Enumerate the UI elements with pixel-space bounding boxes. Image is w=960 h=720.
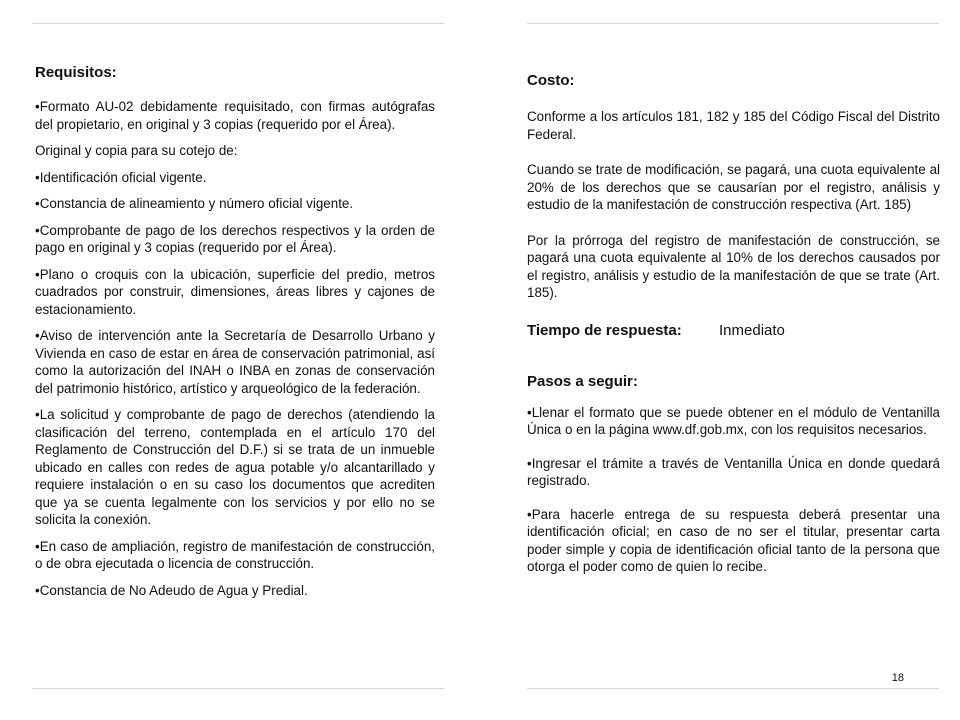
requisito-item: • En caso de ampliación, registro de manifestación de construcción, o de obra ejecutada o licencia de construcción. (35, 538, 435, 573)
requisito-item: • Constancia de No Adeudo de Agua y Predial. (35, 582, 435, 600)
costo-paragraph: Cuando se trate de modificación, se pagará, una cuota equivalente al 20% de los derechos que se causarían por el registro, análisis y estudio de la manifestación de construcción respectiva (Art. 185) (527, 162, 940, 212)
costo-column (527, 72, 940, 576)
paso-item: • Llenar el formato que se puede obtener en el módulo de Ventanilla Única o en la página www.df.gob.mx, con los requisitos necesarios. (527, 404, 940, 439)
requisito-item: • Aviso de intervención ante la Secretaría de Desarrollo Urbano y Vivienda en caso de estar en área de conservación patrimonial, así como la autorización del INAH o INBA en zonas de conservación del patrimonio histórico, artístico y arqueológico de la federación. (35, 327, 435, 397)
costo-heading: Costo: (527, 72, 575, 89)
pasos-heading: Pasos a seguir: (527, 372, 638, 390)
paso-item: • Para hacerle entrega de su respuesta deberá presentar una identificación oficial; en caso de no ser el titular, presentar carta poder simple y copia de identificación oficial tanto de la persona que otorga el poder como de quien lo recibe. (527, 506, 940, 576)
tiempo-de-respuesta (527, 322, 940, 340)
costo-paragraph: Por la prórroga del registro de manifestación de construcción, se pagará una cuota equivalente al 10% de los derechos causados por el registro, análisis y estudio de la manifestación de que se trate (Art. 185). (527, 232, 940, 300)
requisito-item: • Comprobante de pago de los derechos respectivos y la orden de pago en original y 3 copias (requerido por el Área). (35, 222, 435, 257)
paso-item: • Ingresar el trámite a través de Ventanilla Única en donde quedará registrado. (527, 455, 940, 490)
requisito-item: • Constancia de alineamiento y número oficial vigente. (35, 195, 435, 213)
requisito-item: • Plano o croquis con la ubicación, superficie del predio, metros cuadrados por construir, dimensiones, áreas libres y cajones de estacionamiento. (35, 266, 435, 319)
requisito-item: Original y copia para su cotejo de: (35, 143, 238, 158)
requisitos-heading: Requisitos: (35, 64, 117, 81)
requisitos-column (35, 64, 435, 599)
tiempo-label: Tiempo de respuesta: (527, 321, 682, 339)
requisito-item: • Formato AU-02 debidamente requisitado, con firmas autógrafas del propietario, en original y 3 copias (requerido por el Área). (35, 98, 435, 133)
bottom-rule-left (32, 688, 444, 689)
top-rule-left (32, 23, 444, 24)
requisito-item: • La solicitud y comprobante de pago de derechos (atendiendo la clasificación del terreno, contemplada en el artículo 170 del Reglamento de Construcción del D.F.) si se trata de un inmueble ubicado en calles con redes de agua potable y/o alcantarillado y requiere instalación o en su caso los documentos que acrediten que ya se cuenta legalmente con los servicios y por ello no se solicita la conexión. (35, 406, 435, 529)
costo-paragraph: Conforme a los artículos 181, 182 y 185 del Código Fiscal del Distrito Federal. (527, 109, 940, 142)
top-rule-right (527, 23, 939, 24)
bottom-rule-right (527, 688, 939, 689)
requisito-item: • Identificación oficial vigente. (35, 169, 435, 187)
page-number: 18 (891, 672, 904, 684)
tiempo-value: Inmediato (719, 321, 785, 339)
